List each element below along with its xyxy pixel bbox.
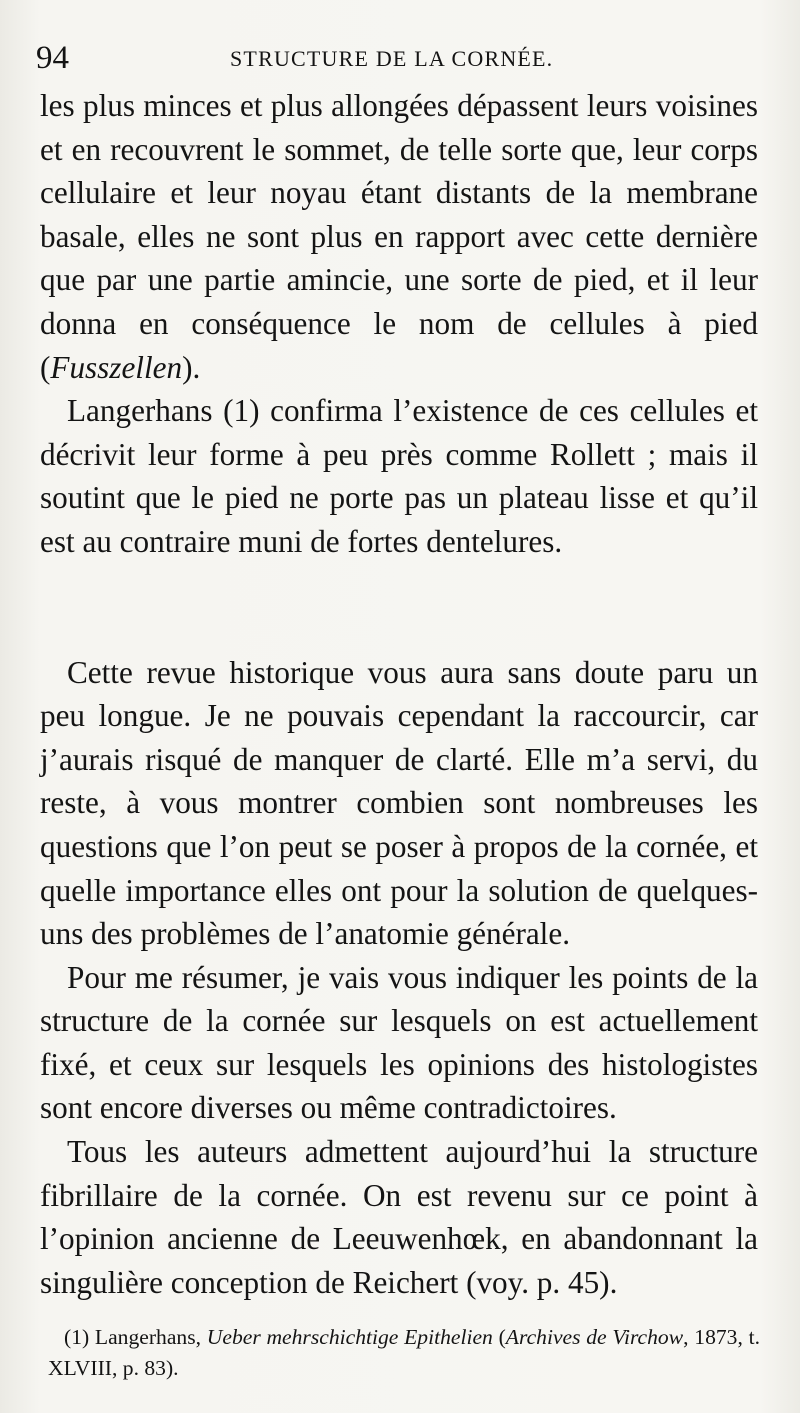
italic-term: Fusszellen [50, 349, 183, 385]
paragraph-continuation [40, 84, 758, 389]
body-text [40, 84, 758, 1304]
running-head [36, 38, 758, 78]
section-break [40, 564, 758, 651]
paragraph-structure-fibrillaire: Tous les auteurs admettent aujourd’hui la structure fibrillaire de la cornée. On est revenu sur ce point à l’opinion ancienne de Leeuwenhœk, en abandonnant la singulière conception de Reichert (voy. p. 45). [40, 1134, 758, 1300]
paragraph-resume: Pour me résumer, je vais vous indiquer les points de la structure de la cornée sur lesquels on est actuellement fixé, et ceux sur lesquels les opinions des histologistes sont encore diverses ou même contradictoires. [40, 959, 758, 1126]
page-number: 94 [36, 40, 69, 76]
paragraph-text: les plus minces et plus allongées dépassent leurs voisines et en recouvrent le sommet, de telle sorte que, leur corps cellulaire et leur noyau étant distants de la membrane basale, elles ne sont plus en rapport avec cette dernière que par une partie amincie, une sorte de pied, et il leur donna en conséquence le nom de cellules à pied ( [40, 88, 758, 385]
footnote-text-end: , 1873, t. XLVIII, p. 83). [48, 1325, 760, 1380]
footnote [48, 1322, 760, 1384]
paragraph-text-end: ). [182, 349, 201, 385]
paragraph-revue-historique: Cette revue historique vous aura sans doute paru un peu longue. Je ne pouvais cependant la raccourcir, car j’aurais risqué de manquer de clarté. Elle m’a servi, du reste, à vous montrer combien sont nombreuses les questions que l’on peut se poser à propos de la cornée, et quelle importance elles ont pour la solution de quelques-uns des problèmes de l’anatomie générale. [40, 654, 758, 952]
paragraph-langerhans: Langerhans (1) confirma l’existence de ces cellules et décrivit leur forme à peu près comme Rollett ; mais il soutint que le pied ne porte pas un plateau lisse et qu’il est au contraire muni de fortes dentelures. [40, 393, 758, 559]
footnote-text: (1) Langerhans, [64, 1325, 207, 1349]
running-title: STRUCTURE DE LA CORNÉE. [230, 46, 554, 71]
footnote-italic-source: Archives de Virchow [505, 1325, 684, 1349]
footnote-italic-title: Ueber mehrschichtige Epithelien [206, 1325, 493, 1349]
footnote-text-middle: ( [492, 1325, 506, 1349]
